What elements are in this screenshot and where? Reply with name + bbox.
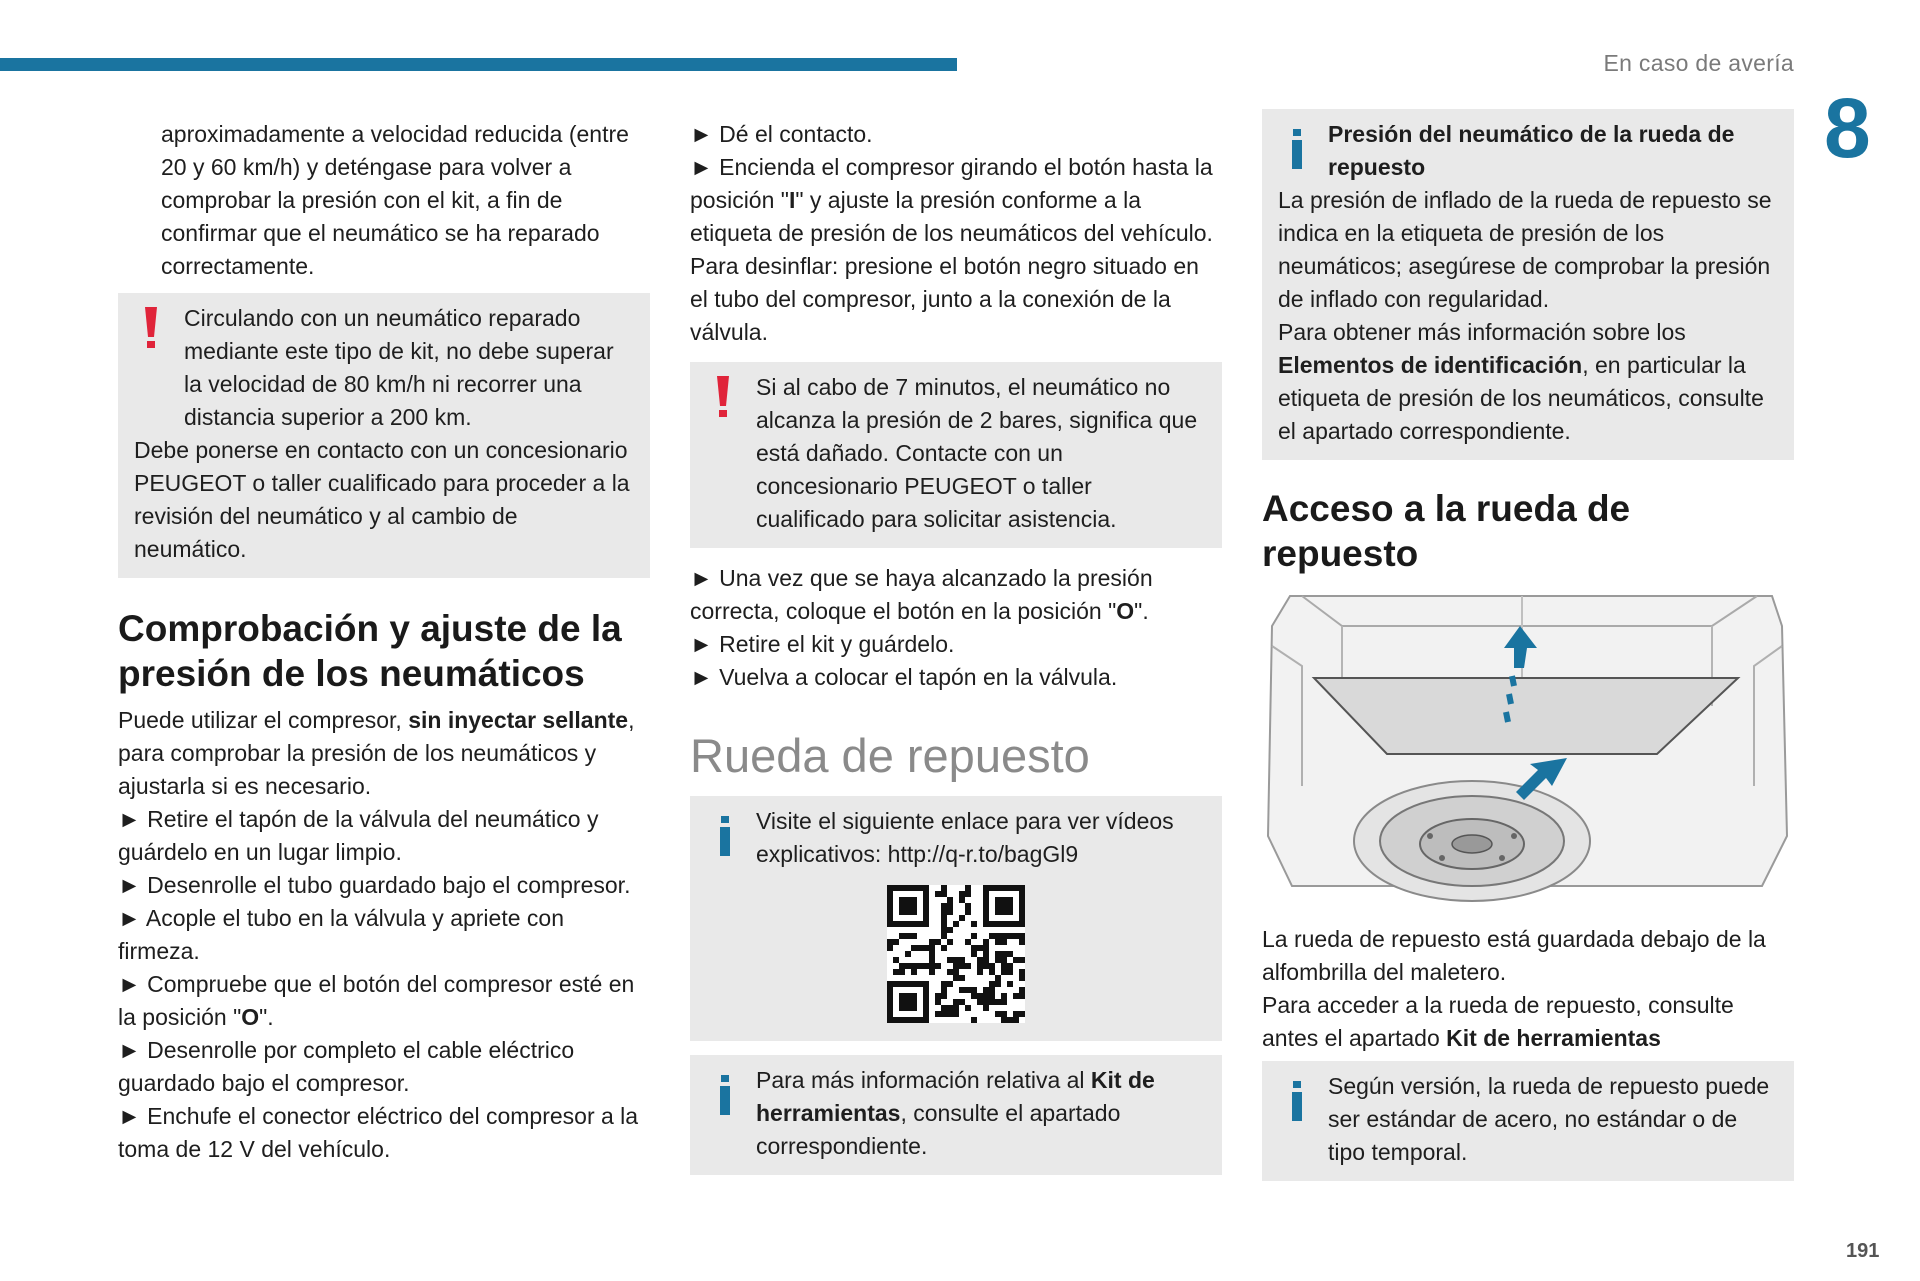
warning-box-pressure xyxy=(690,362,1222,548)
intro-paragraph: aproximadamente a velocidad reducida (entre 20 y 60 km/h) y deténgase para volver a comprobar la presión con el kit, a fin de confirmar que el neumático se ha reparado correctamente. xyxy=(161,121,629,279)
step-attach-tube: ► Acople el tubo en la válvula y apriete con firmeza. xyxy=(118,902,650,968)
step-plug-connector: ► Enchufe el conector eléctrico del compresor a la toma de 12 V del vehículo. xyxy=(118,1100,650,1166)
column-2 xyxy=(690,118,1222,1189)
chapter-title: En caso de avería xyxy=(1603,50,1794,76)
info-title-spare-pressure: Presión del neumático de la rueda de repuesto xyxy=(1328,121,1735,180)
info-box-version xyxy=(1262,1061,1794,1181)
exclamation-icon xyxy=(142,307,160,349)
step-check-button: ► Compruebe que el botón del compresor esté en la posición "O". xyxy=(118,968,650,1034)
section-heading-spare-wheel: Rueda de repuesto xyxy=(690,729,1090,782)
header-accent-bar xyxy=(0,58,957,71)
warning-text-pressure: Si al cabo de 7 minutos, el neumático no alcanza la presión de 2 bares, significa que está dañado. Contacte con un concesionario PEUGEOT o taller cualificado para solicitar asistencia. xyxy=(756,374,1198,532)
warning-box-speed xyxy=(118,293,650,578)
info-icon xyxy=(718,1075,732,1115)
step-replace-cap: ► Vuelva a colocar el tapón en la válvula. xyxy=(690,661,1222,694)
step-start-compressor: ► Encienda el compresor girando el botón hasta la posición "I" y ajuste la presión conforme a la etiqueta de presión de los neumáticos del vehículo. Para desinflar: presione el botón negro situado en el tubo del compresor, junto a la conexión de la válvula. xyxy=(690,151,1222,349)
step-ignition: ► Dé el contacto. xyxy=(690,118,1222,151)
column-1 xyxy=(118,118,650,1166)
info-box-video xyxy=(690,796,1222,1041)
warning-text-speed: Circulando con un neumático reparado mediante este tipo de kit, no debe superar la velocidad de 80 km/h ni recorrer una distancia superior a 200 km. xyxy=(184,305,614,430)
step-unroll-cable: ► Desenrolle por completo el cable eléctrico guardado bajo el compresor. xyxy=(118,1034,650,1100)
section-heading-access-spare: Acceso a la rueda de repuesto xyxy=(1262,488,1631,574)
column-3 xyxy=(1262,118,1794,1195)
info-text-video: Visite el siguiente enlace para ver vídeos explicativos: http://q-r.to/bagGl9 xyxy=(756,808,1174,867)
exclamation-icon xyxy=(714,376,732,418)
step-remove-cap: ► Retire el tapón de la válvula del neumático y guárdelo en un lugar limpio. xyxy=(118,803,650,869)
info-box-tools xyxy=(690,1055,1222,1175)
info-text-identification: Para obtener más información sobre los Elementos de identificación, en particular la etiqueta de presión de los neumáticos, consulte el apartado correspondiente. xyxy=(1278,319,1764,444)
info-box-spare-pressure xyxy=(1262,109,1794,460)
info-text-version: Según versión, la rueda de repuesto puede ser estándar de acero, no estándar o de tipo temporal. xyxy=(1328,1073,1770,1165)
section-heading-pressure: Comprobación y ajuste de la presión de los neumáticos xyxy=(118,608,622,694)
pressure-intro: Puede utilizar el compresor, sin inyectar sellante, para comprobar la presión de los neumáticos y ajustarla si es necesario. xyxy=(118,707,635,799)
warning-text-dealer: Debe ponerse en contacto con un concesionario PEUGEOT o taller cualificado para proceder a la revisión del neumático y al cambio de neumático. xyxy=(134,437,630,562)
qr-code-icon[interactable] xyxy=(887,885,1025,1023)
info-text-spare-pressure: La presión de inflado de la rueda de repuesto se indica en la etiqueta de presión de los neumáticos; asegúrese de comprobar la presión de inflado con regularidad. xyxy=(1278,187,1772,312)
spare-location-text: La rueda de repuesto está guardada debajo de la alfombrilla del maletero. xyxy=(1262,926,1766,985)
step-pressure-reached: ► Una vez que se haya alcanzado la presión correcta, coloque el botón en la posición "O". xyxy=(690,562,1222,628)
step-remove-kit: ► Retire el kit y guárdelo. xyxy=(690,628,1222,661)
trunk-illustration xyxy=(1262,586,1794,911)
info-icon xyxy=(718,816,732,856)
info-icon xyxy=(1290,1081,1304,1121)
info-text-tools: Para más información relativa al Kit de herramientas, consulte el apartado correspondiente. xyxy=(756,1067,1155,1159)
chapter-number: 8 xyxy=(1824,81,1871,175)
step-unroll-tube: ► Desenrolle el tubo guardado bajo el compresor. xyxy=(118,869,650,902)
spare-access-text: Para acceder a la rueda de repuesto, consulte antes el apartado Kit de herramientas xyxy=(1262,992,1734,1051)
car-trunk-spare-wheel-icon xyxy=(1262,586,1794,906)
info-icon xyxy=(1290,129,1304,169)
page-number: 191 xyxy=(1846,1240,1880,1262)
